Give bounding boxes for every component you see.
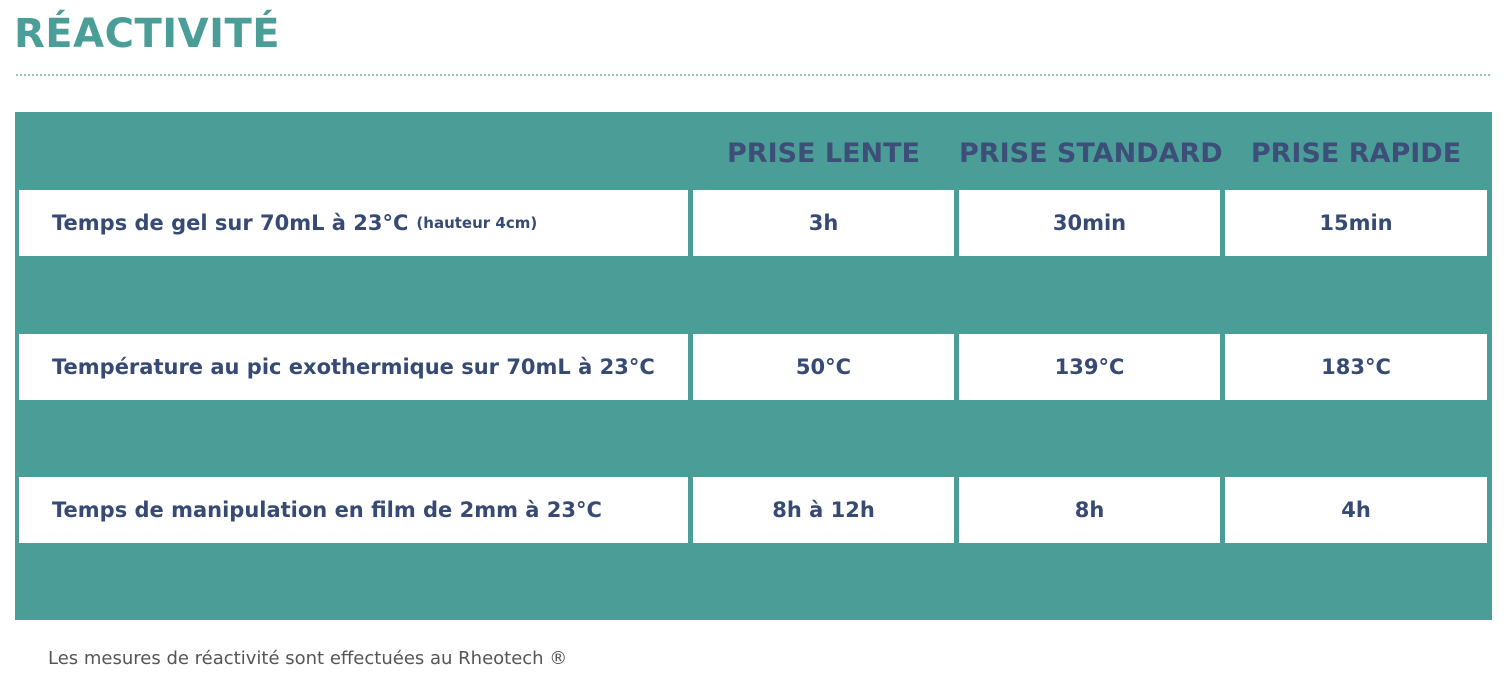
reactivity-table [15,112,1492,620]
row-label-temperature-pic: Température au pic exothermique sur 70mL à 23°C [19,334,688,400]
column-header-prise-lente: PRISE LENTE [726,138,921,169]
title-divider [16,74,1490,76]
row-label-temps-de-gel [19,190,688,256]
table-cell: 15min [1225,190,1487,256]
table-cell: 4h [1225,477,1487,543]
table-cell: 8h [959,477,1220,543]
table-cell: 139°C [959,334,1220,400]
column-header-prise-rapide: PRISE RAPIDE [1250,138,1462,169]
column-header-prise-standard: PRISE STANDARD [959,138,1223,169]
page-title: RÉACTIVITÉ [14,11,281,57]
row-label-temps-manipulation: Temps de manipulation en film de 2mm à 23°C [19,477,688,543]
row-label-text: Temps de gel sur 70mL à 23°C [52,211,409,235]
table-cell: 8h à 12h [693,477,954,543]
row-label-note: (hauteur 4cm) [416,214,538,232]
table-cell: 30min [959,190,1220,256]
table-cell: 183°C [1225,334,1487,400]
footnote: Les mesures de réactivité sont effectuées au Rheotech ® [48,648,568,669]
table-cell: 3h [693,190,954,256]
table-cell: 50°C [693,334,954,400]
